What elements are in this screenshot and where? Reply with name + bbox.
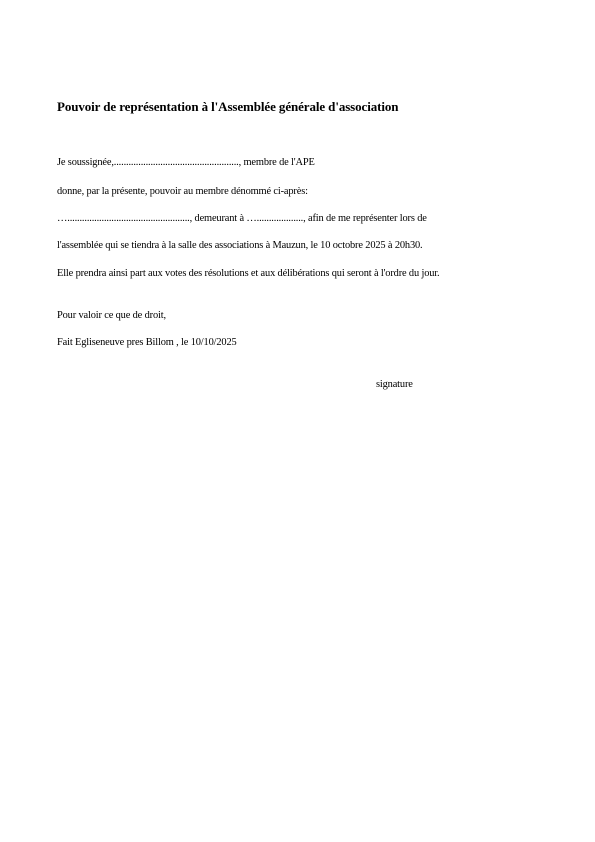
assembly-details-line: l'assemblée qui se tiendra à la salle des associations à Mauzun, le 10 octobre 2025 à 20h30.	[57, 240, 423, 251]
grant-power-line: donne, par la présente, pouvoir au membre dénommé ci-après:	[57, 186, 308, 197]
place-date-line: Fait Egliseneuve pres Billom , le 10/10/2025	[57, 337, 237, 348]
signature-label: signature	[376, 379, 413, 390]
voting-paragraph: Elle prendra ainsi part aux votes des résolutions et aux délibérations qui seront à l'ordre du jour.	[57, 268, 440, 279]
undersigned-line: Je soussignée,..................................................., membre de l'APE	[57, 157, 315, 168]
document-title: Pouvoir de représentation à l'Assemblée générale d'association	[57, 99, 399, 114]
representative-line: ….................................................., demeurant à …..................., afin de me représenter lors de	[57, 213, 427, 224]
validity-line: Pour valoir ce que de droit,	[57, 310, 166, 321]
